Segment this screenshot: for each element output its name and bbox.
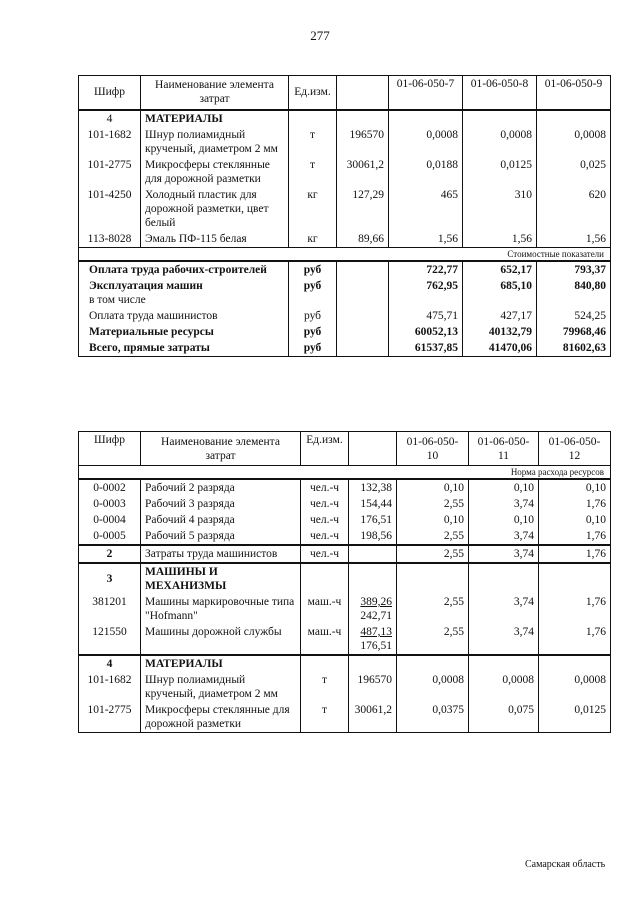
col-code-header: Шифр <box>79 76 141 110</box>
cost-name <box>79 278 289 308</box>
row-price: 176,51 <box>349 512 397 528</box>
row-code: 0-0003 <box>79 496 141 512</box>
row-v2: 0,0008 <box>463 127 537 157</box>
cost-name-sub: в том числе <box>89 293 146 306</box>
col-v2-header: 01-06-050-11 <box>469 432 539 466</box>
cost-v3: 793,37 <box>537 261 611 278</box>
table-row <box>79 187 611 231</box>
row-v2: 310 <box>463 187 537 231</box>
row-price: 196570 <box>349 672 397 702</box>
cost-table-1 <box>78 75 611 357</box>
row-name: Рабочий 2 разряда <box>141 479 301 496</box>
row-code: 2 <box>79 545 141 563</box>
cost-v3: 79968,46 <box>537 324 611 340</box>
col-code-header: Шифр <box>79 432 141 466</box>
row-price: 30061,2 <box>349 702 397 733</box>
cost-unit: руб <box>289 324 337 340</box>
col-v1-header: 01-06-050-10 <box>397 432 469 466</box>
row-v3: 1,56 <box>537 231 611 248</box>
cost-name-main: Эксплуатация машин <box>89 279 203 292</box>
page-number: 277 <box>310 28 330 43</box>
row-name: Рабочий 4 разряда <box>141 512 301 528</box>
table-header-row <box>79 432 611 466</box>
row-v1: 0,0375 <box>397 702 469 733</box>
section-code: 3 <box>79 563 141 594</box>
section-title: МАТЕРИАЛЫ <box>141 110 289 127</box>
table-row <box>79 702 611 733</box>
table-row <box>79 594 611 624</box>
row-unit: маш.-ч <box>301 624 349 655</box>
row-v2: 0,0125 <box>463 157 537 187</box>
cost-v1: 61537,85 <box>389 340 463 357</box>
section-row <box>79 110 611 127</box>
col-price-header <box>337 76 389 110</box>
col-price-header <box>349 432 397 466</box>
row-v1: 465 <box>389 187 463 231</box>
labor-row <box>79 545 611 563</box>
price-sub: 176,51 <box>360 640 392 652</box>
row-price: 198,56 <box>349 528 397 545</box>
row-v1: 2,55 <box>397 496 469 512</box>
row-v1: 0,0008 <box>389 127 463 157</box>
row-code: 101-2775 <box>79 702 141 733</box>
price-main: 389,26 <box>360 596 392 608</box>
price-main: 487,13 <box>360 626 392 638</box>
row-name: Шнур полиамидный крученый, диаметром 2 мм <box>141 127 289 157</box>
row-v2: 3,74 <box>469 528 539 545</box>
row-code: 0-0005 <box>79 528 141 545</box>
cost-row <box>79 340 611 357</box>
row-v3: 1,76 <box>539 496 611 512</box>
row-unit: кг <box>289 231 337 248</box>
cost-name: Материальные ресурсы <box>79 324 289 340</box>
norm-label: Норма расхода ресурсов <box>79 466 611 480</box>
row-code: 121550 <box>79 624 141 655</box>
col-name-header: Наименование элемента затрат <box>141 76 289 110</box>
cost-table-2 <box>78 431 611 733</box>
row-v3: 0,0125 <box>539 702 611 733</box>
row-unit: т <box>289 127 337 157</box>
table-row <box>79 624 611 655</box>
cost-unit: руб <box>289 340 337 357</box>
row-unit: чел.-ч <box>301 479 349 496</box>
cost-label: Стоимостные показатели <box>79 247 611 261</box>
cost-row <box>79 324 611 340</box>
cost-v2: 427,17 <box>463 308 537 324</box>
row-v1: 2,55 <box>397 624 469 655</box>
row-code: 101-4250 <box>79 187 141 231</box>
row-v2: 3,74 <box>469 545 539 563</box>
cost-row <box>79 308 611 324</box>
section-title: МАТЕРИАЛЫ <box>141 655 301 672</box>
row-v2: 0,10 <box>469 512 539 528</box>
row-v3: 1,76 <box>539 545 611 563</box>
row-unit: кг <box>289 187 337 231</box>
cost-v1: 762,95 <box>389 278 463 308</box>
cost-name: Всего, прямые затраты <box>79 340 289 357</box>
row-v1: 0,0188 <box>389 157 463 187</box>
col-unit-header: Ед.изм. <box>289 76 337 110</box>
row-unit: т <box>301 702 349 733</box>
row-v3: 0,0008 <box>539 672 611 702</box>
col-v2-header: 01-06-050-8 <box>463 76 537 110</box>
row-unit: маш.-ч <box>301 594 349 624</box>
price-sub: 242,71 <box>360 610 392 622</box>
col-name-header: Наименование элемента затрат <box>141 432 301 466</box>
row-unit: чел.-ч <box>301 528 349 545</box>
row-name: Микросферы стеклянные для дорожной разметки <box>141 702 301 733</box>
row-v2: 0,075 <box>469 702 539 733</box>
row-unit: чел.-ч <box>301 545 349 563</box>
row-v2: 0,0008 <box>469 672 539 702</box>
col-v3-header: 01-06-050-12 <box>539 432 611 466</box>
row-name: Микросферы стеклянные для дорожной разметки <box>141 157 289 187</box>
col-v3-header: 01-06-050-9 <box>537 76 611 110</box>
col-v1-header: 01-06-050-7 <box>389 76 463 110</box>
row-v2: 3,74 <box>469 594 539 624</box>
cost-v3: 840,80 <box>537 278 611 308</box>
row-name: Рабочий 5 разряда <box>141 528 301 545</box>
row-v3: 0,10 <box>539 512 611 528</box>
norm-label-row <box>79 466 611 480</box>
section-row <box>79 563 611 594</box>
row-v1: 0,10 <box>397 512 469 528</box>
cost-v1: 722,77 <box>389 261 463 278</box>
cost-unit: руб <box>289 308 337 324</box>
table-row <box>79 496 611 512</box>
row-v3: 0,025 <box>537 157 611 187</box>
row-price: 30061,2 <box>337 157 389 187</box>
cost-name: Оплата труда рабочих-строителей <box>79 261 289 278</box>
row-v3: 1,76 <box>539 624 611 655</box>
row-v1: 1,56 <box>389 231 463 248</box>
cost-v1: 60052,13 <box>389 324 463 340</box>
row-v3: 620 <box>537 187 611 231</box>
section-row <box>79 655 611 672</box>
cost-v1: 475,71 <box>389 308 463 324</box>
row-v1: 2,55 <box>397 528 469 545</box>
footer-region: Самарская область <box>525 859 606 870</box>
row-price <box>349 624 397 655</box>
section-title: МАШИНЫ И МЕХАНИЗМЫ <box>141 563 301 594</box>
cost-name: Оплата труда машинистов <box>79 308 289 324</box>
section-code: 4 <box>79 655 141 672</box>
row-code: 101-1682 <box>79 127 141 157</box>
row-v2: 0,10 <box>469 479 539 496</box>
table-row <box>79 528 611 545</box>
table-row <box>79 127 611 157</box>
col-unit-header: Ед.изм. <box>301 432 349 466</box>
cost-row <box>79 261 611 278</box>
row-v3: 0,10 <box>539 479 611 496</box>
row-price: 132,38 <box>349 479 397 496</box>
row-v2: 3,74 <box>469 496 539 512</box>
row-code: 0-0004 <box>79 512 141 528</box>
row-unit: чел.-ч <box>301 512 349 528</box>
cost-unit: руб <box>289 278 337 308</box>
table-row <box>79 512 611 528</box>
row-price: 196570 <box>337 127 389 157</box>
cost-row <box>79 278 611 308</box>
row-price: 89,66 <box>337 231 389 248</box>
row-v2: 1,56 <box>463 231 537 248</box>
row-v1: 2,55 <box>397 545 469 563</box>
row-name: Машины маркировочные типа "Hofmann" <box>141 594 301 624</box>
row-code: 0-0002 <box>79 479 141 496</box>
cost-v2: 652,17 <box>463 261 537 278</box>
row-v3: 1,76 <box>539 594 611 624</box>
row-v1: 0,10 <box>397 479 469 496</box>
cost-v3: 81602,63 <box>537 340 611 357</box>
row-code: 101-2775 <box>79 157 141 187</box>
row-v3: 1,76 <box>539 528 611 545</box>
section-code: 4 <box>79 110 141 127</box>
row-name: Рабочий 3 разряда <box>141 496 301 512</box>
row-code: 113-8028 <box>79 231 141 248</box>
row-name: Холодный пластик для дорожной разметки, цвет белый <box>141 187 289 231</box>
row-unit: т <box>301 672 349 702</box>
row-name: Шнур полиамидный крученый, диаметром 2 мм <box>141 672 301 702</box>
row-code: 381201 <box>79 594 141 624</box>
row-name: Машины дорожной службы <box>141 624 301 655</box>
cost-unit: руб <box>289 261 337 278</box>
row-price: 127,29 <box>337 187 389 231</box>
table-row <box>79 672 611 702</box>
row-unit: т <box>289 157 337 187</box>
cost-v2: 685,10 <box>463 278 537 308</box>
cost-v2: 40132,79 <box>463 324 537 340</box>
cost-label-row <box>79 247 611 261</box>
cost-v3: 524,25 <box>537 308 611 324</box>
row-v1: 0,0008 <box>397 672 469 702</box>
row-price <box>349 594 397 624</box>
row-v3: 0,0008 <box>537 127 611 157</box>
cost-v2: 41470,06 <box>463 340 537 357</box>
table-header-row <box>79 76 611 110</box>
table-row <box>79 479 611 496</box>
row-code: 101-1682 <box>79 672 141 702</box>
row-v2: 3,74 <box>469 624 539 655</box>
row-name: Эмаль ПФ-115 белая <box>141 231 289 248</box>
row-v1: 2,55 <box>397 594 469 624</box>
row-price: 154,44 <box>349 496 397 512</box>
row-unit: чел.-ч <box>301 496 349 512</box>
row-name: Затраты труда машинистов <box>141 545 301 563</box>
table-row <box>79 231 611 248</box>
table-row <box>79 157 611 187</box>
